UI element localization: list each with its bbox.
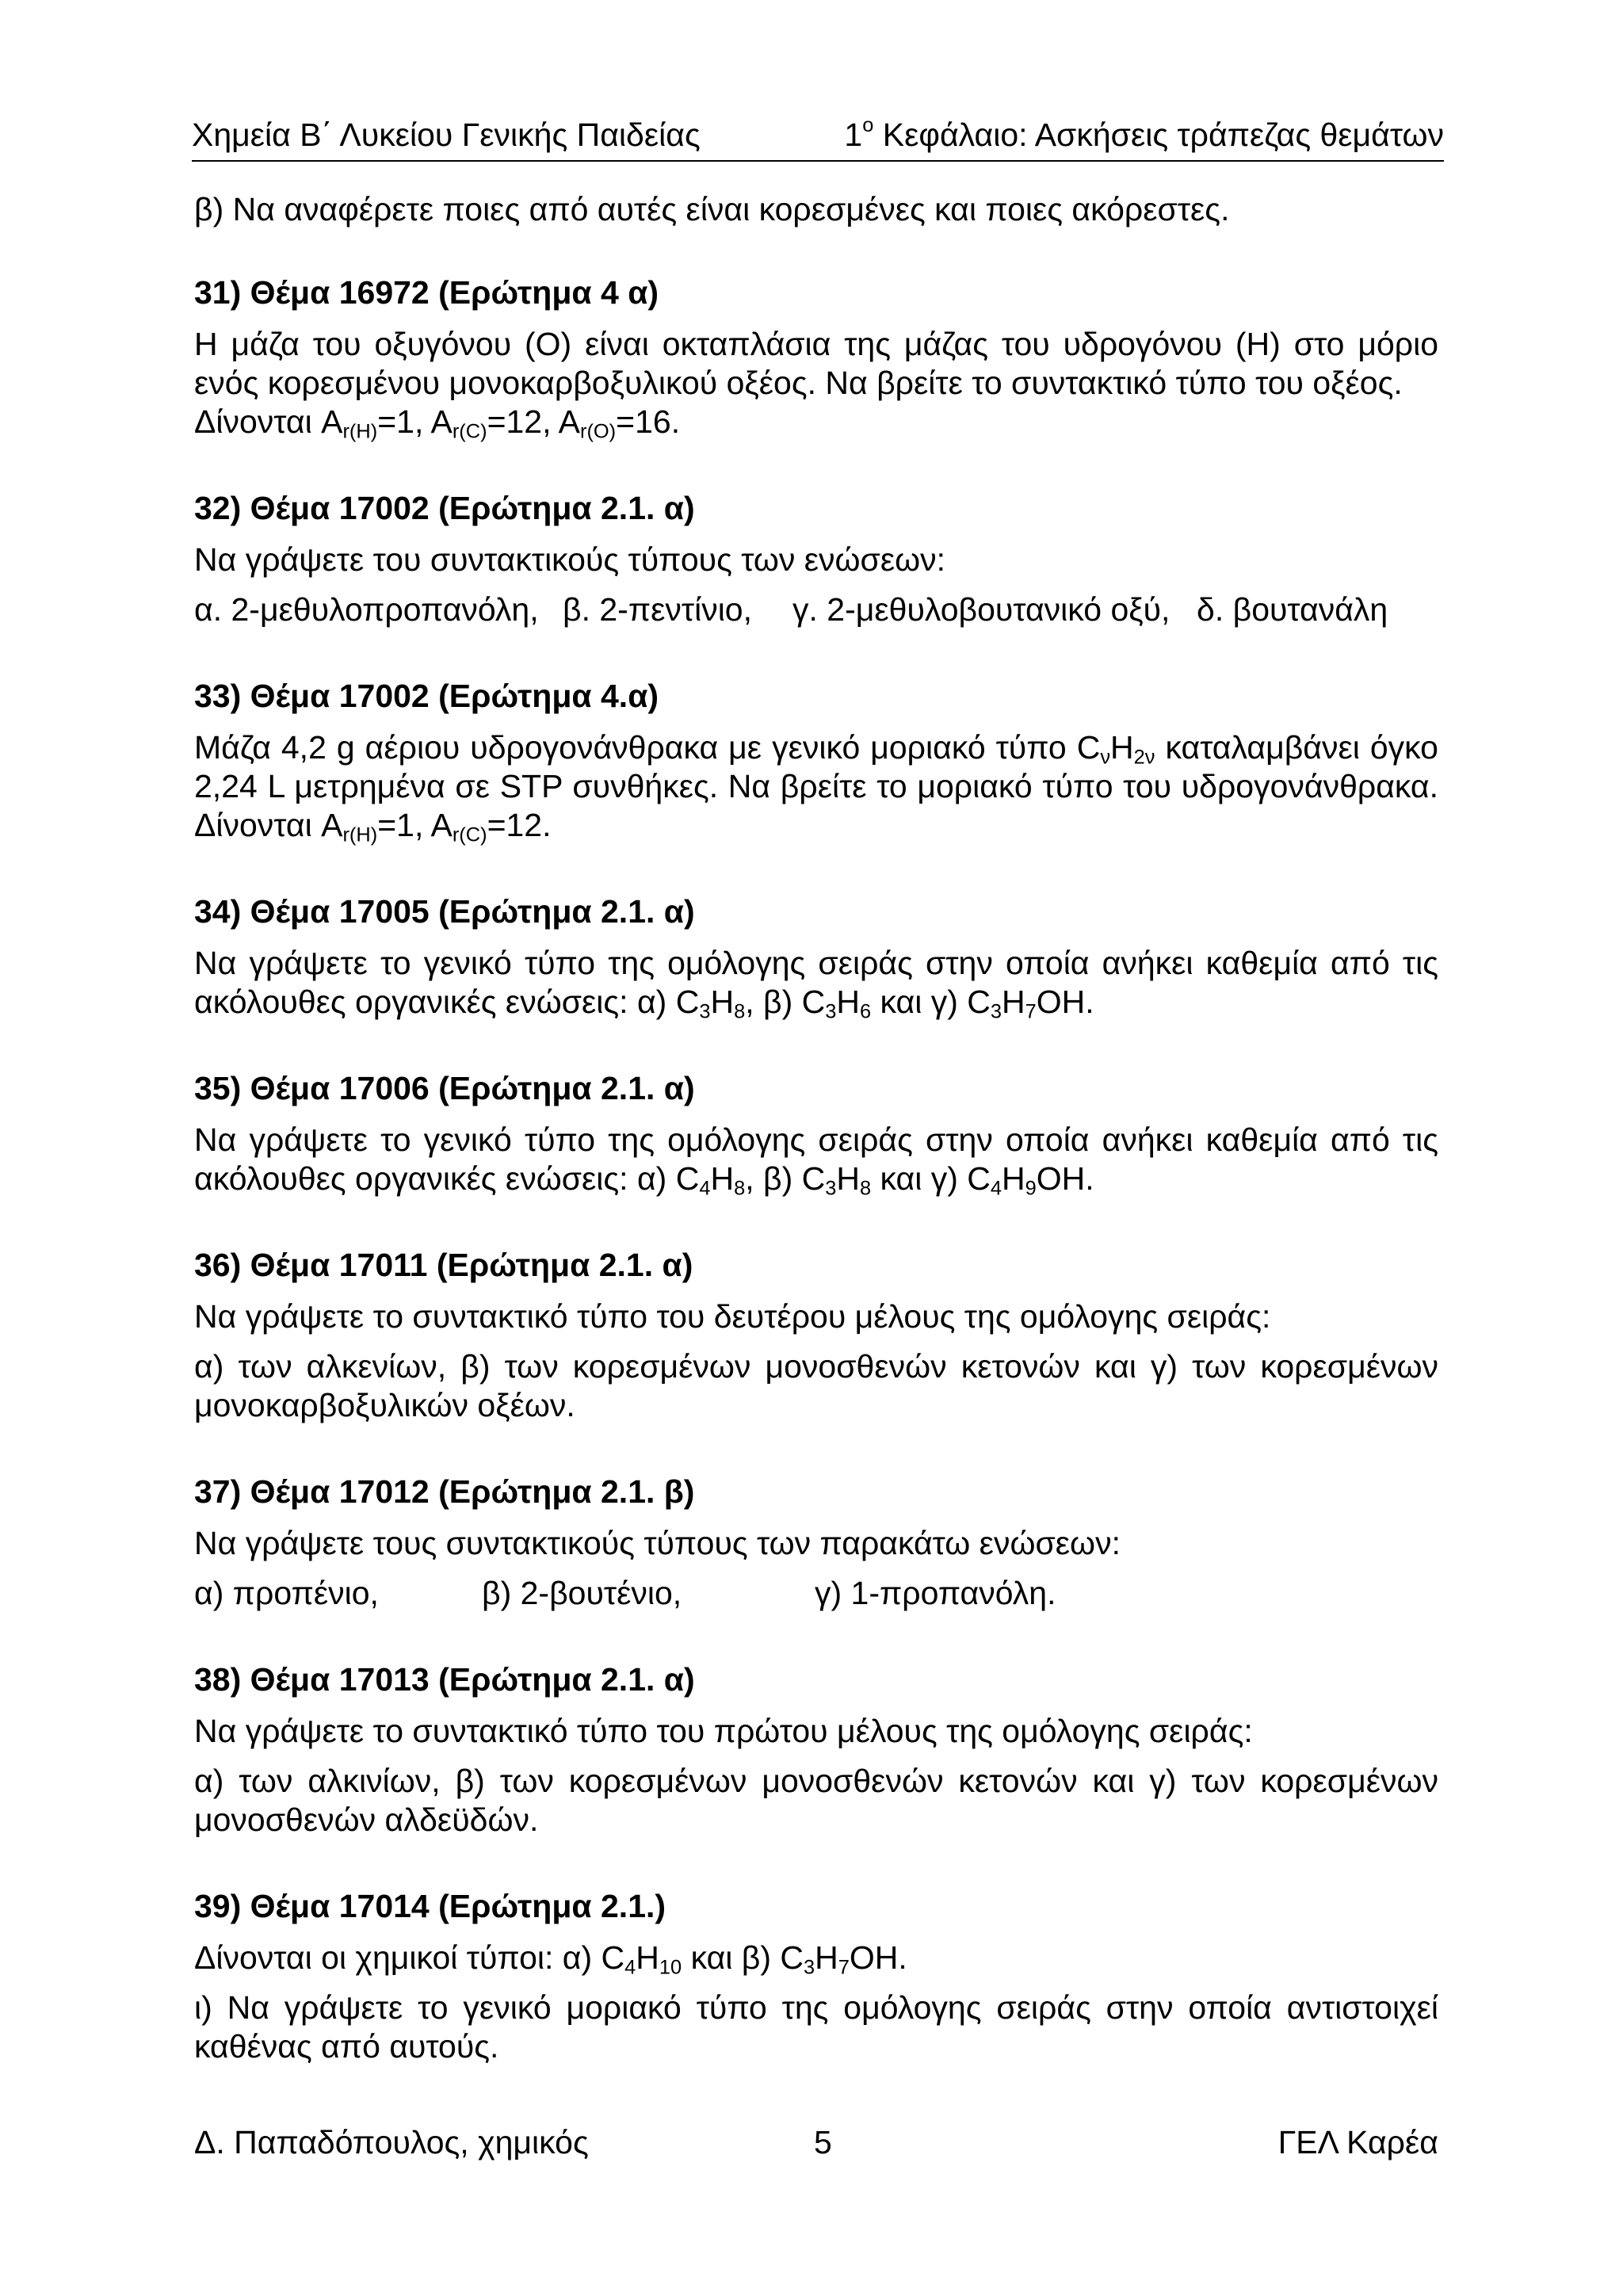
subscript: 3: [804, 1956, 815, 1979]
page-header: [192, 111, 1444, 162]
text-segment: H: [1110, 729, 1134, 766]
subscript: 4: [699, 1177, 711, 1200]
question-39: [194, 1887, 1438, 2066]
text-segment: =12.: [487, 807, 552, 843]
text-segment: H: [815, 1939, 838, 1976]
text-segment: και β) C: [682, 1939, 804, 1976]
subscript: r(H): [342, 823, 378, 846]
footer-school: ΓΕΛ Καρέα: [1277, 2124, 1438, 2160]
subscript: ν: [1100, 746, 1111, 769]
header-title: Χημεία Β΄ Λυκείου Γενικής Παιδείας: [192, 117, 701, 153]
question-title: 36) Θέμα 17011 (Ερώτημα 2.1. α): [194, 1247, 693, 1283]
question-text: [194, 1939, 1438, 1977]
subscript: r(H): [342, 420, 378, 443]
text-segment: H: [710, 1160, 735, 1197]
given-text: =16.: [616, 403, 681, 440]
question-parts: α) των αλκενίων, β) των κορεσμένων μονοσθενών κετονών και γ) των κορεσμένων μονοκαρβοξυλικών οξέων.: [194, 1348, 1438, 1423]
text-segment: και γ) C: [871, 1160, 991, 1197]
text-segment: OH.: [1036, 1160, 1094, 1197]
footer-author: Δ. Παπαδόπουλος, χημικός: [194, 2124, 589, 2160]
option-a: α. 2-μεθυλοπροπανόλη,: [194, 591, 539, 628]
text-segment: OH.: [1036, 984, 1094, 1020]
options-row: [194, 590, 1438, 629]
given-text: =1, A: [377, 403, 453, 440]
question-title: 38) Θέμα 17013 (Ερώτημα 2.1. α): [194, 1661, 695, 1698]
question-title: 34) Θέμα 17005 (Ερώτημα 2.1. α): [194, 893, 695, 930]
text-segment: και γ) C: [871, 984, 991, 1020]
subscript: 8: [734, 1177, 746, 1200]
text-segment: =1, A: [377, 807, 453, 843]
subscript: 9: [1025, 1177, 1037, 1200]
text-segment: καταλαμβάνει όγκο 2,24 L μετρημένα σε STP συνθήκες. Να βρείτε το μοριακό τύπο του υδρογονάνθρακα. Δίνονται A: [194, 729, 1438, 843]
text-segment: H: [710, 984, 735, 1020]
question-31: [194, 273, 1438, 441]
question-37: [194, 1473, 1438, 1613]
given-text: Δίνονται A: [194, 403, 343, 440]
question-title: 31) Θέμα 16972 (Ερώτημα 4 α): [194, 274, 659, 311]
chapter-ordinal: ο: [862, 114, 874, 137]
text-segment: Μάζα 4,2 g αέριου υδρογονάνθρακα με γενικό μοριακό τύπο C: [194, 729, 1101, 766]
question-text: Να γράψετε τους συντακτικούς τύπους των παρακάτω ενώσεων:: [194, 1525, 1121, 1561]
intro-line: β) Να αναφέρετε ποιες από αυτές είναι κορεσμένες και ποιες ακόρεστες.: [194, 191, 1230, 227]
question-33: [194, 677, 1438, 845]
subscript: 3: [825, 1000, 837, 1023]
question-title: 35) Θέμα 17006 (Ερώτημα 2.1. α): [194, 1070, 695, 1106]
text-segment: , β) C: [745, 984, 826, 1020]
subscript: 8: [859, 1177, 872, 1200]
subscript: 8: [734, 1000, 746, 1023]
question-text: Να γράψετε του συντακτικούς τύπους των ενώσεων:: [194, 541, 946, 578]
subscript: 7: [838, 1956, 850, 1979]
question-title: 33) Θέμα 17002 (Ερώτημα 4.α): [194, 678, 659, 714]
subscript: 3: [699, 1000, 711, 1023]
option-a: α) προπένιο,: [194, 1575, 379, 1611]
question-32: [194, 489, 1438, 629]
option-d: δ. βουτανάλη: [1197, 591, 1388, 628]
given-text: =12, A: [487, 403, 580, 440]
question-38: [194, 1660, 1438, 1839]
question-35: [194, 1069, 1438, 1198]
text-segment: Να γράψετε το γενικό τύπο της ομόλογης σειράς στην οποία ανήκει καθεμία από τις ακόλουθες οργανικές ενώσεις: α) C: [194, 1121, 1438, 1197]
question-parts: α) των αλκινίων, β) των κορεσμένων μονοσθενών κετονών και γ) των κορεσμένων μονοσθενών αλδεϋδών.: [194, 1763, 1438, 1838]
page-number: 5: [814, 2124, 832, 2160]
option-b: β) 2-βουτένιο,: [482, 1575, 682, 1611]
header-chapter: [844, 114, 1444, 154]
subscript: 6: [859, 1000, 872, 1023]
option-c: γ) 1-προπανόλη.: [815, 1575, 1056, 1611]
subscript: 4: [624, 1956, 636, 1979]
subscript: 10: [659, 1956, 682, 1979]
question-text: [194, 728, 1438, 845]
text-segment: H: [1002, 1160, 1025, 1197]
question-text: [194, 1121, 1438, 1198]
question-text: Η μάζα του οξυγόνου (Ο) είναι οκταπλάσια της μάζας του υδρογόνου (Η) στο μόριο ενός κορεσμένου μονοκαρβοξυλικού οξέος. Να βρείτε το συντακτικό τύπο του οξέος.: [194, 326, 1438, 401]
question-title: 39) Θέμα 17014 (Ερώτημα 2.1.): [194, 1888, 666, 1924]
question-34: [194, 892, 1438, 1022]
question-text: Να γράψετε το συντακτικό τύπο του δευτέρου μέλους της ομόλογης σειράς:: [194, 1298, 1271, 1335]
text-segment: H: [836, 1160, 860, 1197]
text-segment: Να γράψετε το γενικό τύπο της ομόλογης σειράς στην οποία ανήκει καθεμία από τις ακόλουθες οργανικές ενώσεις: α) C: [194, 945, 1438, 1020]
chapter-number: 1: [844, 117, 863, 153]
text-segment: , β) C: [745, 1160, 826, 1197]
page-content: [194, 190, 1438, 2066]
text-segment: OH.: [849, 1939, 907, 1976]
question-36: [194, 1246, 1438, 1425]
text-segment: H: [1002, 984, 1025, 1020]
question-subpart: ι) Να γράψετε το γενικό μοριακό τύπο της ομόλογης σειράς στην οποία αντιστοιχεί καθένας από αυτούς.: [194, 1989, 1438, 2065]
subscript: 4: [990, 1177, 1002, 1200]
option-c: γ. 2-μεθυλοβουτανικό οξύ,: [792, 591, 1170, 628]
options-row: [194, 1574, 1438, 1613]
text-segment: H: [836, 984, 860, 1020]
subscript: r(C): [452, 420, 487, 443]
question-title: 32) Θέμα 17002 (Ερώτημα 2.1. α): [194, 490, 695, 526]
subscript: 2ν: [1133, 746, 1155, 769]
subscript: 3: [825, 1177, 837, 1200]
chapter-title: Κεφάλαιο: Ασκήσεις τράπεζας θεμάτων: [873, 117, 1444, 153]
text-segment: Δίνονται οι χημικοί τύποι: α) C: [194, 1939, 625, 1976]
question-text: Να γράψετε το συντακτικό τύπο του πρώτου μέλους της ομόλογης σειράς:: [194, 1713, 1253, 1749]
subscript: r(C): [452, 823, 487, 846]
page-footer: [194, 2124, 1438, 2172]
option-b: β. 2-πεντίνιο,: [563, 591, 752, 628]
subscript: 3: [990, 1000, 1002, 1023]
question-title: 37) Θέμα 17012 (Ερώτημα 2.1. β): [194, 1473, 695, 1510]
subscript: 7: [1025, 1000, 1037, 1023]
given-values: [194, 403, 1438, 441]
question-text: [194, 944, 1438, 1022]
subscript: r(O): [579, 420, 617, 443]
text-segment: H: [636, 1939, 659, 1976]
